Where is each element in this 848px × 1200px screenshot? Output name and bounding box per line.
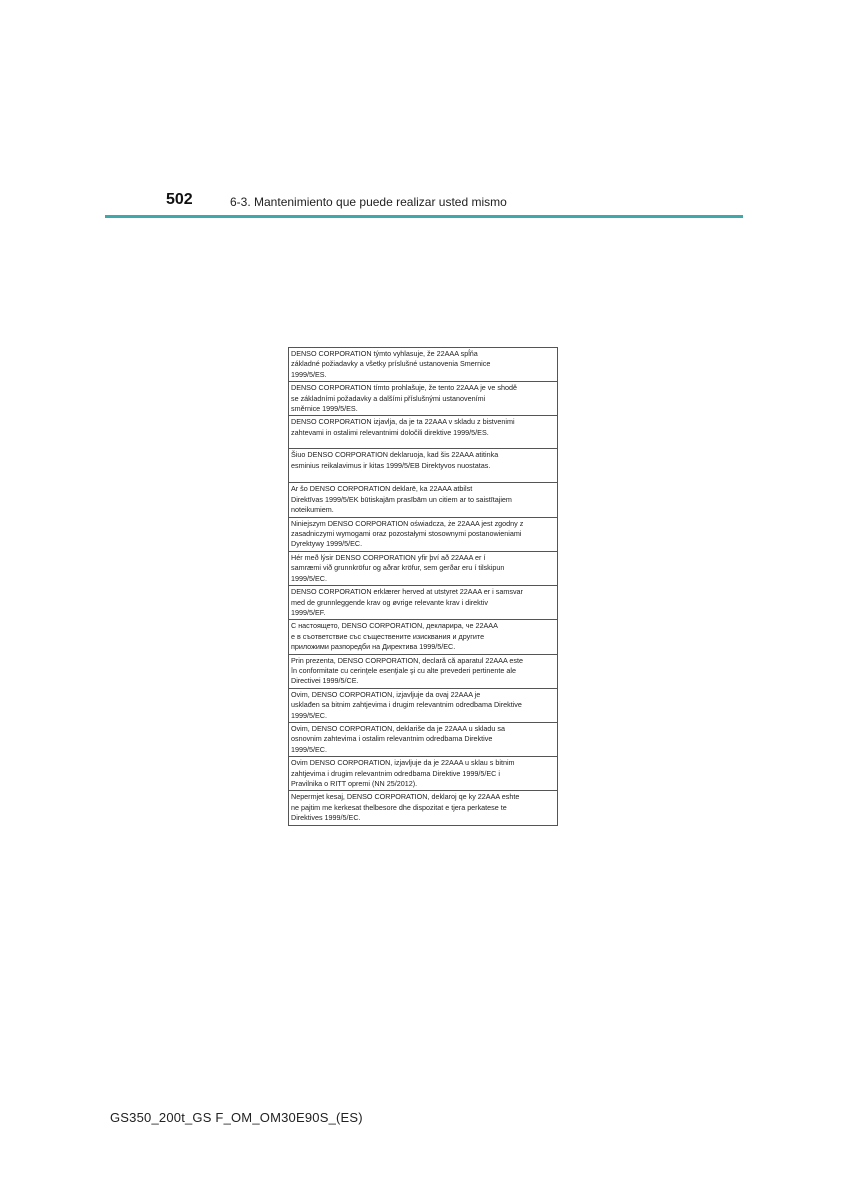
declaration-bulgarian: С настоящето, DENSO CORPORATION, декларира, че 22AAA е в съответствие със съществените изисквания и другите приложими разпоредби на Директива 1999/5/ЕС. [289, 620, 558, 654]
declaration-albanian: Nepermjet kesaj, DENSO CORPORATION, deklaroj qe ky 22AAA eshte ne pajtim me kerkesat thelbesore dhe dispozitat e tjera perkatese te Direktives 1999/5/EC. [289, 791, 558, 825]
declaration-norwegian: DENSO CORPORATION erklærer herved at utstyret 22AAA er i samsvar med de grunnleggende krav og øvrige relevante krav i direktiv 1999/5/EF. [289, 586, 558, 620]
declaration-latvian: Ar šo DENSO CORPORATION deklarē, ka 22AAA atbilst Direktīvas 1999/5/EK būtiskajām prasībām un citiem ar to saistītajiem noteikumiem. [289, 483, 558, 517]
declaration-icelandic: Hér með lýsir DENSO CORPORATION yfir því að 22AAA er í samræmi við grunnkröfur og aðrar kröfur, sem gerðar eru í tilskipun 1999/5/EC. [289, 551, 558, 585]
table-row [289, 586, 558, 620]
declarations-table [288, 347, 558, 826]
declaration-slovak: DENSO CORPORATION týmto vyhlasuje, že 22AAA spĺňa základné požiadavky a všetky príslušné ustanovenia Smernice 1999/5/ES. [289, 348, 558, 382]
page-number: 502 [166, 191, 193, 208]
declaration-romanian: Prin prezenta, DENSO CORPORATION, declară că aparatul 22AAA este în conformitate cu cerinţele esenţiale şi cu alte prevederi pertinente ale Directivei 1999/5/CE. [289, 654, 558, 688]
declaration-serbian: Ovim, DENSO CORPORATION, deklariše da je 22AAA u skladu sa osnovnim zahtevima i ostalim relevantnim odredbama Direktive 1999/5/EC. [289, 722, 558, 756]
declaration-slovenian: DENSO CORPORATION izjavlja, da je ta 22AAA v skladu z bistvenimi zahtevami in ostalimi relevantnimi določili direktive 1999/5/ES. [289, 416, 558, 449]
table-row [289, 348, 558, 382]
declaration-bosnian: Ovim, DENSO CORPORATION, izjavljuje da ovaj 22AAA je usklađen sa bitnim zahtjevima i drugim relevantnim odredbama Direktive 1999/5/EC. [289, 688, 558, 722]
footer-document-code: GS350_200t_GS F_OM_OM30E90S_(ES) [110, 1110, 363, 1125]
table-row [289, 757, 558, 791]
table-row [289, 382, 558, 416]
table-row [289, 483, 558, 517]
declaration-czech: DENSO CORPORATION tímto prohlašuje, že tento 22AAA je ve shodě se základními požadavky a dalšími příslušnými ustanoveními směrnice 1999/5/ES. [289, 382, 558, 416]
table-row [289, 517, 558, 551]
section-title: 6-3. Mantenimiento que puede realizar usted mismo [230, 195, 507, 209]
declaration-polish: Niniejszym DENSO CORPORATION oświadcza, że 22AAA jest zgodny z zasadniczymi wymogami oraz pozostałymi stosownymi postanowieniami Dyrektywy 1999/5/EC. [289, 517, 558, 551]
table-row [289, 551, 558, 585]
table-row [289, 688, 558, 722]
table-row [289, 654, 558, 688]
table-row [289, 620, 558, 654]
table-row [289, 449, 558, 483]
table-row [289, 722, 558, 756]
declaration-lithuanian: Šiuo DENSO CORPORATION deklaruoja, kad šis 22AAA atitinka esminius reikalavimus ir kitas 1999/5/EB Direktyvos nuostatas. [289, 449, 558, 483]
table-row [289, 416, 558, 449]
table-row [289, 791, 558, 825]
declaration-croatian: Ovim DENSO CORPORATION, izjavljuje da je 22AAA u sklau s bitnim zahtjevima i drugim relevantnim odredbama Direktive 1999/5/EC i Pravilnika o RITT opremi (NN 25/2012). [289, 757, 558, 791]
header-rule [105, 215, 743, 218]
